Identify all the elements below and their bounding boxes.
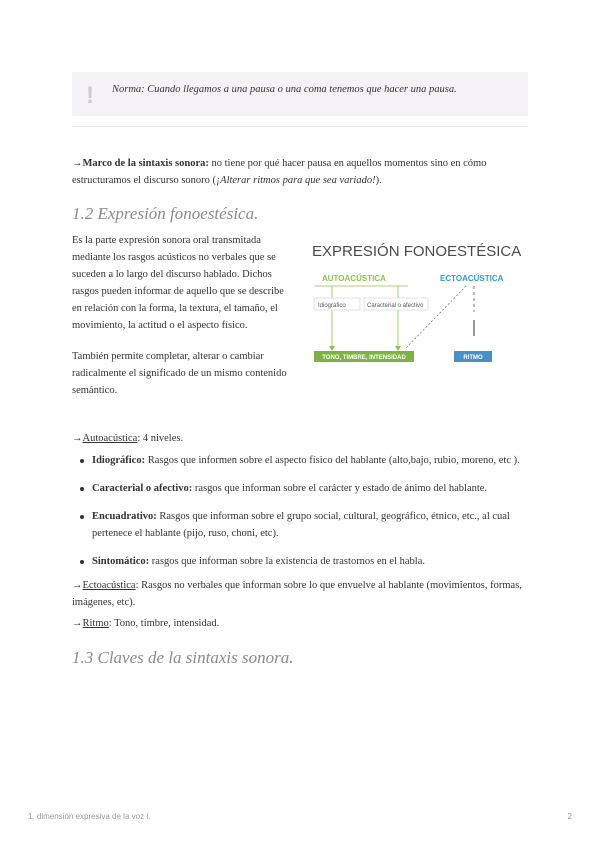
divider [72, 126, 528, 127]
list-item-text: Rasgos que informan sobre el grupo social, cultural, geográfico, étnico, etc., al cual pertenece el hablante (pijo, ruso, choni, etc). [92, 511, 510, 539]
marco-close: ). [375, 175, 382, 186]
diagram-title: EXPRESIÓN FONOESTÉSICA [312, 243, 522, 260]
diagram-box-idiografico-label: Idiográfico [318, 303, 346, 309]
arrow-glyph: → [72, 433, 83, 444]
diagram-ecto-label: ECTOACÚSTICA [440, 274, 504, 283]
ectoacustica-paragraph [72, 577, 532, 611]
ritmo-line [72, 615, 528, 632]
marco-title: Marco de la sintaxis sonora: [82, 158, 209, 169]
diagram-auto-label: AUTOACÚSTICA [322, 274, 386, 283]
arrow-glyph: → [72, 158, 83, 169]
bullet-icon [80, 487, 84, 491]
autoacustica-label: Autoacústica [82, 433, 138, 444]
autoacustica-line [72, 430, 528, 447]
ectoacustica-label: Ectoacústica [82, 580, 136, 591]
list-item [72, 480, 542, 497]
list-item-text: Rasgos que informen sobre el aspecto físico del hablante (alto,bajo, rubio, moreno, etc ). [145, 455, 520, 466]
list-item [72, 553, 542, 570]
exclamation-icon: ! [86, 82, 94, 109]
diagram-dashed-line [406, 286, 466, 348]
autoacustica-text: : 4 niveles. [137, 433, 184, 444]
bullet-icon [80, 515, 84, 519]
footer-chapter: 1. dimensión expresiva de la voz I. [28, 812, 151, 821]
arrow-glyph: → [72, 580, 83, 591]
niveles-list [72, 452, 542, 581]
note-text: Norma: Cuando llegamos a una pausa o una coma tenemos que hacer una pausa. [112, 84, 457, 95]
fonoestesica-paragraph-1: Es la parte expresión sonora oral transmitada mediante los rasgos acústicos no verbales que se suceden a lo largo del discurso hablado. Dichos rasgos pueden informar de aquello que se describe en relación con la forma, la textura, el tamaño, el movimiento, la actitud o el aspecto físico. [72, 235, 284, 331]
diagram-box-caracterial-label: Caracterial o afectivo [367, 303, 424, 309]
list-item-text: rasgos que informan sobre el carácter y estado de ánimo del hablante. [192, 483, 488, 494]
list-item-term: Idiográfico: [92, 455, 146, 466]
list-item-term: Caracterial o afectivo: [92, 483, 193, 494]
ritmo-text: : Tono, timbre, intensidad. [108, 618, 220, 629]
list-item [72, 452, 542, 469]
diagram-box-tono-label: TONO, TIMBRE, INTENSIDAD [322, 355, 406, 361]
marco-example: ¡Alterar ritmos para que sea variado! [216, 175, 376, 186]
list-item-term: Sintomático: [92, 556, 150, 567]
diagram-arrowhead [395, 346, 401, 351]
bullet-icon [80, 560, 84, 564]
marco-paragraph [72, 155, 528, 189]
ectoacustica-text: : Rasgos no verbales que informan sobre lo que envuelve al hablante (movimientos, formas, imágenes, etc). [72, 580, 522, 608]
fonoestesica-diagram [308, 236, 532, 368]
bullet-icon [80, 459, 84, 463]
page-number: 2 [567, 812, 572, 821]
marco-text: no tiene por qué hacer pausa en aquellos momentos sino en cómo estructuramos el discurso sonoro ( [72, 158, 487, 186]
note-box [72, 72, 528, 116]
diagram-box-ritmo-label: RITMO [463, 355, 483, 361]
section-heading-1-3: 1.3 Claves de la sintaxis sonora. [72, 648, 294, 667]
ritmo-label: Ritmo [82, 618, 109, 629]
arrow-glyph: → [72, 618, 83, 629]
list-item [72, 508, 542, 542]
diagram-arrowhead [329, 346, 335, 351]
fonoestesica-paragraph-2: También permite completar, alterar o cambiar radicalmente el significado de un mismo contenido semántico. [72, 351, 287, 396]
list-item-term: Encuadrativo: [92, 511, 157, 522]
list-item-text: rasgos que informan sobre la existencia de trastornos en el habla. [149, 556, 425, 567]
section-heading-1-2: 1.2 Expresión fonoestésica. [72, 204, 259, 223]
